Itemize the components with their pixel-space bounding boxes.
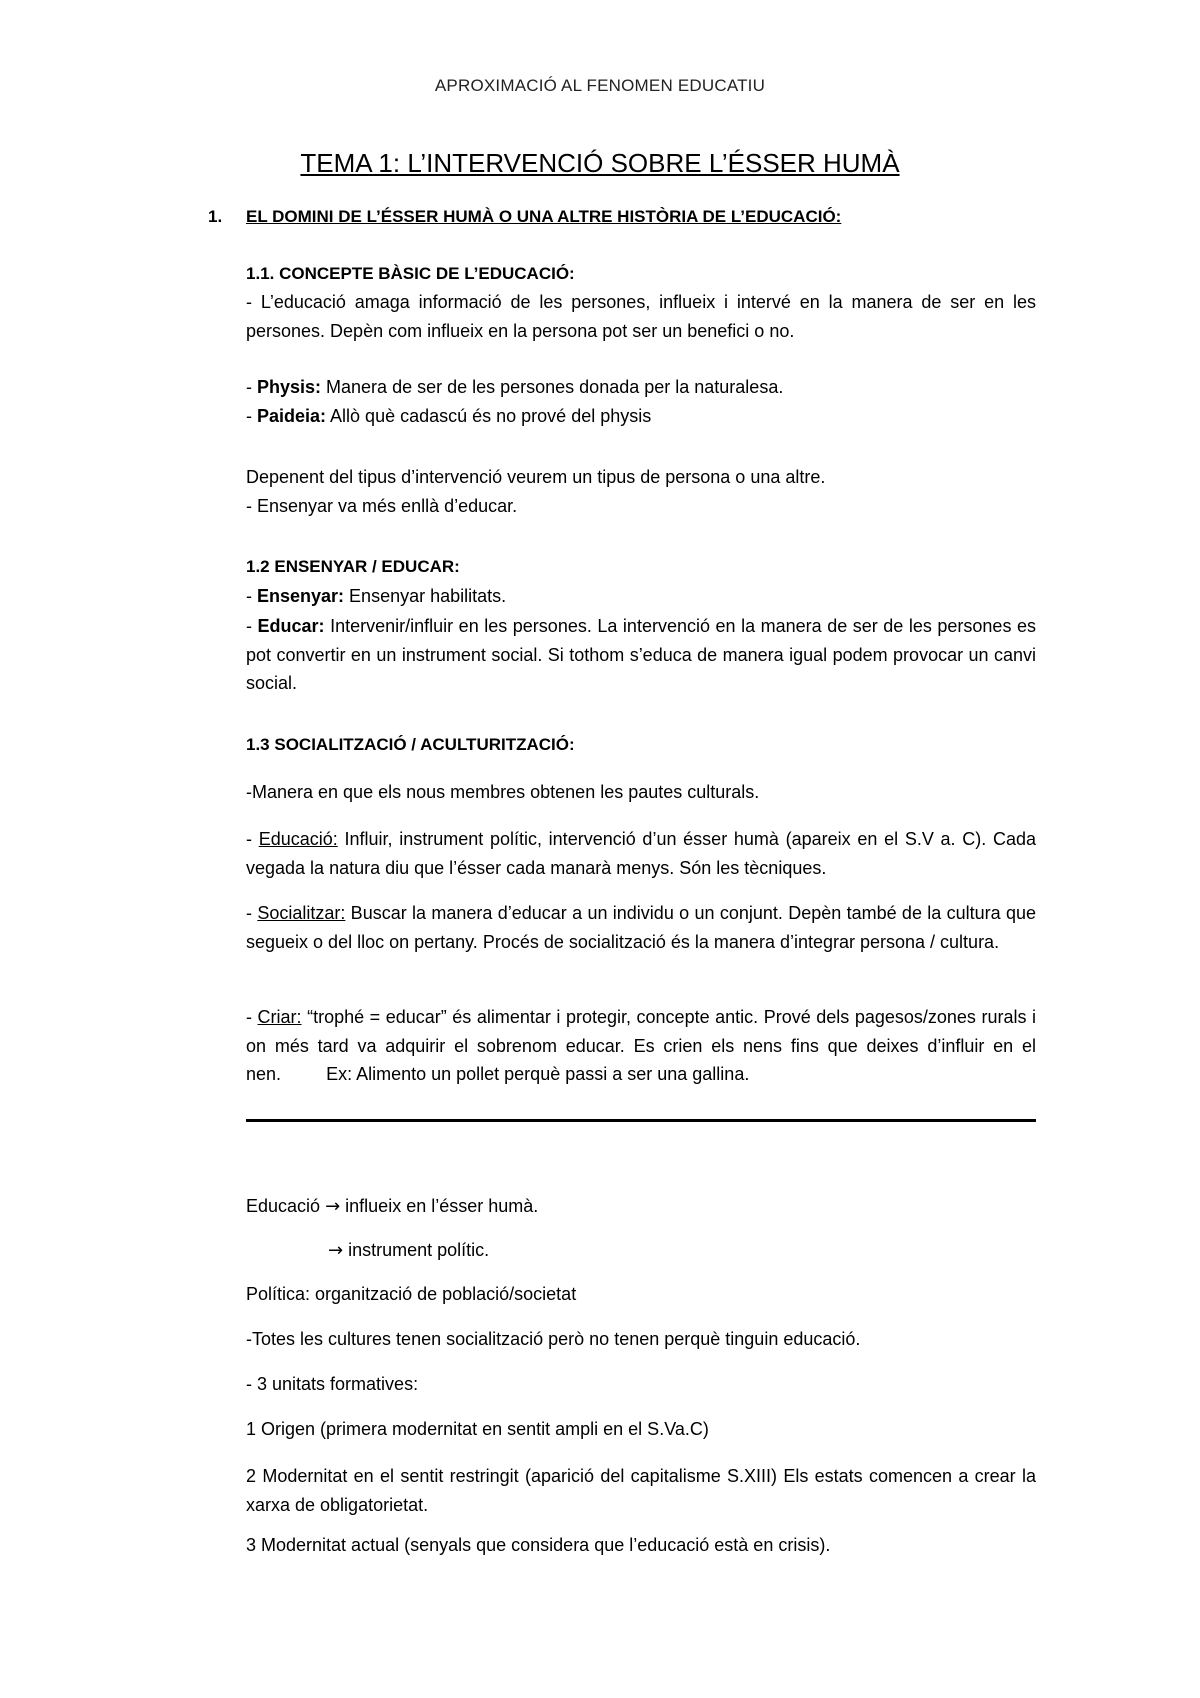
physis-dash: - bbox=[246, 377, 257, 397]
criar-text: “trophé = educar” és alimentar i protegir, concepte antic. Prové dels pagesos/zones rurals i on més tard va adquirir el sobrenom educar. Es crien els nens fins que deixes d’influir en el nen. bbox=[246, 1007, 1036, 1084]
note-item-2: 2 Modernitat en el sentit restringit (aparició del capitalisme S.XIII) Els estats comencen a crear la xarxa de obligatorietat. bbox=[246, 1466, 1036, 1515]
subsection-1-2-heading: 1.2 ENSENYAR / EDUCAR: bbox=[246, 557, 460, 576]
socialitzar-text: Buscar la manera d’educar a un individu o un conjunt. Depèn també de la cultura que segueix o del lloc on pertany. Procés de socialització és la manera d’integrar persona / cultura. bbox=[246, 903, 1036, 952]
physis-definition bbox=[246, 377, 783, 398]
note-item-1: 1 Origen (primera modernitat en sentit ampli en el S.Va.C) bbox=[246, 1419, 709, 1439]
subsection-1-3-heading: 1.3 SOCIALITZACIÓ / ACULTURITZACIÓ: bbox=[246, 735, 575, 754]
educacio-dash: - bbox=[246, 829, 259, 849]
note-educacio-text: influeix en l’ésser humà. bbox=[340, 1196, 539, 1216]
socialitzar-definition bbox=[246, 899, 1036, 956]
educacio-definition bbox=[246, 825, 1036, 882]
paideia-dash: - bbox=[246, 406, 257, 426]
criar-example: Ex: Alimento un pollet perquè passi a ser una gallina. bbox=[326, 1064, 750, 1084]
note-item-3: 3 Modernitat actual (senyals que considera que l’educació està en crisis). bbox=[246, 1535, 831, 1555]
educacio-text: Influir, instrument polític, intervenció d’un ésser humà (apareix en el S.V a. C). Cada vegada la natura diu que l’ésser cada manarà menys. Són les tècniques. bbox=[246, 829, 1036, 878]
ensenyar-text: Ensenyar habilitats. bbox=[344, 586, 507, 606]
educar-text: Intervenir/influir en les persones. La intervenció en la manera de ser de les persones es pot convertir en un instrument social. Si tothom s’educa de manera igual podem provocar un canvi social. bbox=[246, 616, 1036, 693]
section-1-heading bbox=[208, 207, 841, 227]
note-totes: -Totes les cultures tenen socialització però no tenen perquè tinguin educació. bbox=[246, 1329, 861, 1349]
section-1-number: 1. bbox=[208, 207, 223, 226]
educar-definition bbox=[246, 612, 1036, 698]
note-instrument-text: instrument polític. bbox=[343, 1240, 490, 1260]
right-arrow-icon: → bbox=[325, 1196, 341, 1217]
educar-dash: - bbox=[246, 616, 258, 636]
criar-dash: - bbox=[246, 1007, 258, 1027]
educacio-term: Educació: bbox=[258, 829, 338, 849]
paideia-text: Allò què cadascú és no prové del physis bbox=[326, 406, 652, 426]
socialitzar-dash: - bbox=[246, 903, 258, 923]
horizontal-rule bbox=[246, 1119, 1036, 1122]
intervention-line: Depenent del tipus d’intervenció veurem un tipus de persona o una altre. bbox=[246, 467, 826, 487]
socialitzar-term: Socialitzar: bbox=[257, 903, 346, 923]
page-title: TEMA 1: L’INTERVENCIÓ SOBRE L’ÉSSER HUMÀ bbox=[300, 148, 900, 178]
ensenyar-dash: - bbox=[246, 586, 257, 606]
note-politica: Política: organització de població/societat bbox=[246, 1284, 577, 1304]
paideia-term: Paideia: bbox=[257, 406, 327, 426]
educar-term: Educar: bbox=[257, 616, 325, 636]
physis-text: Manera de ser de les persones donada per la naturalesa. bbox=[321, 377, 784, 397]
teaching-line: - Ensenyar va més enllà d’educar. bbox=[246, 496, 518, 516]
ensenyar-term: Ensenyar: bbox=[257, 586, 345, 606]
note-educacio bbox=[246, 1196, 538, 1217]
note-instrument bbox=[328, 1240, 489, 1261]
physis-term: Physis: bbox=[257, 377, 322, 397]
section-1-title: EL DOMINI DE L’ÉSSER HUMÀ O UNA ALTRE HISTÒRIA DE L’EDUCACIÓ: bbox=[246, 207, 842, 226]
ensenyar-definition bbox=[246, 586, 506, 607]
right-arrow-icon: → bbox=[328, 1240, 344, 1261]
paideia-definition bbox=[246, 406, 651, 427]
subsection-1-1-paragraph: - L’educació amaga informació de les persones, influeix i intervé en la manera de ser en les persones. Depèn com influeix en la persona pot ser un benefici o no. bbox=[246, 292, 1036, 341]
criar-term: Criar: bbox=[257, 1007, 302, 1027]
note-educacio-word: Educació bbox=[246, 1196, 326, 1216]
criar-definition bbox=[246, 1003, 1036, 1089]
page-header: APROXIMACIÓ AL FENOMEN EDUCATIU bbox=[434, 76, 766, 95]
socialization-intro: -Manera en que els nous membres obtenen les pautes culturals. bbox=[246, 782, 760, 802]
note-unitats: - 3 unitats formatives: bbox=[246, 1374, 419, 1394]
subsection-1-1-heading: 1.1. CONCEPTE BÀSIC DE L’EDUCACIÓ: bbox=[246, 264, 575, 283]
